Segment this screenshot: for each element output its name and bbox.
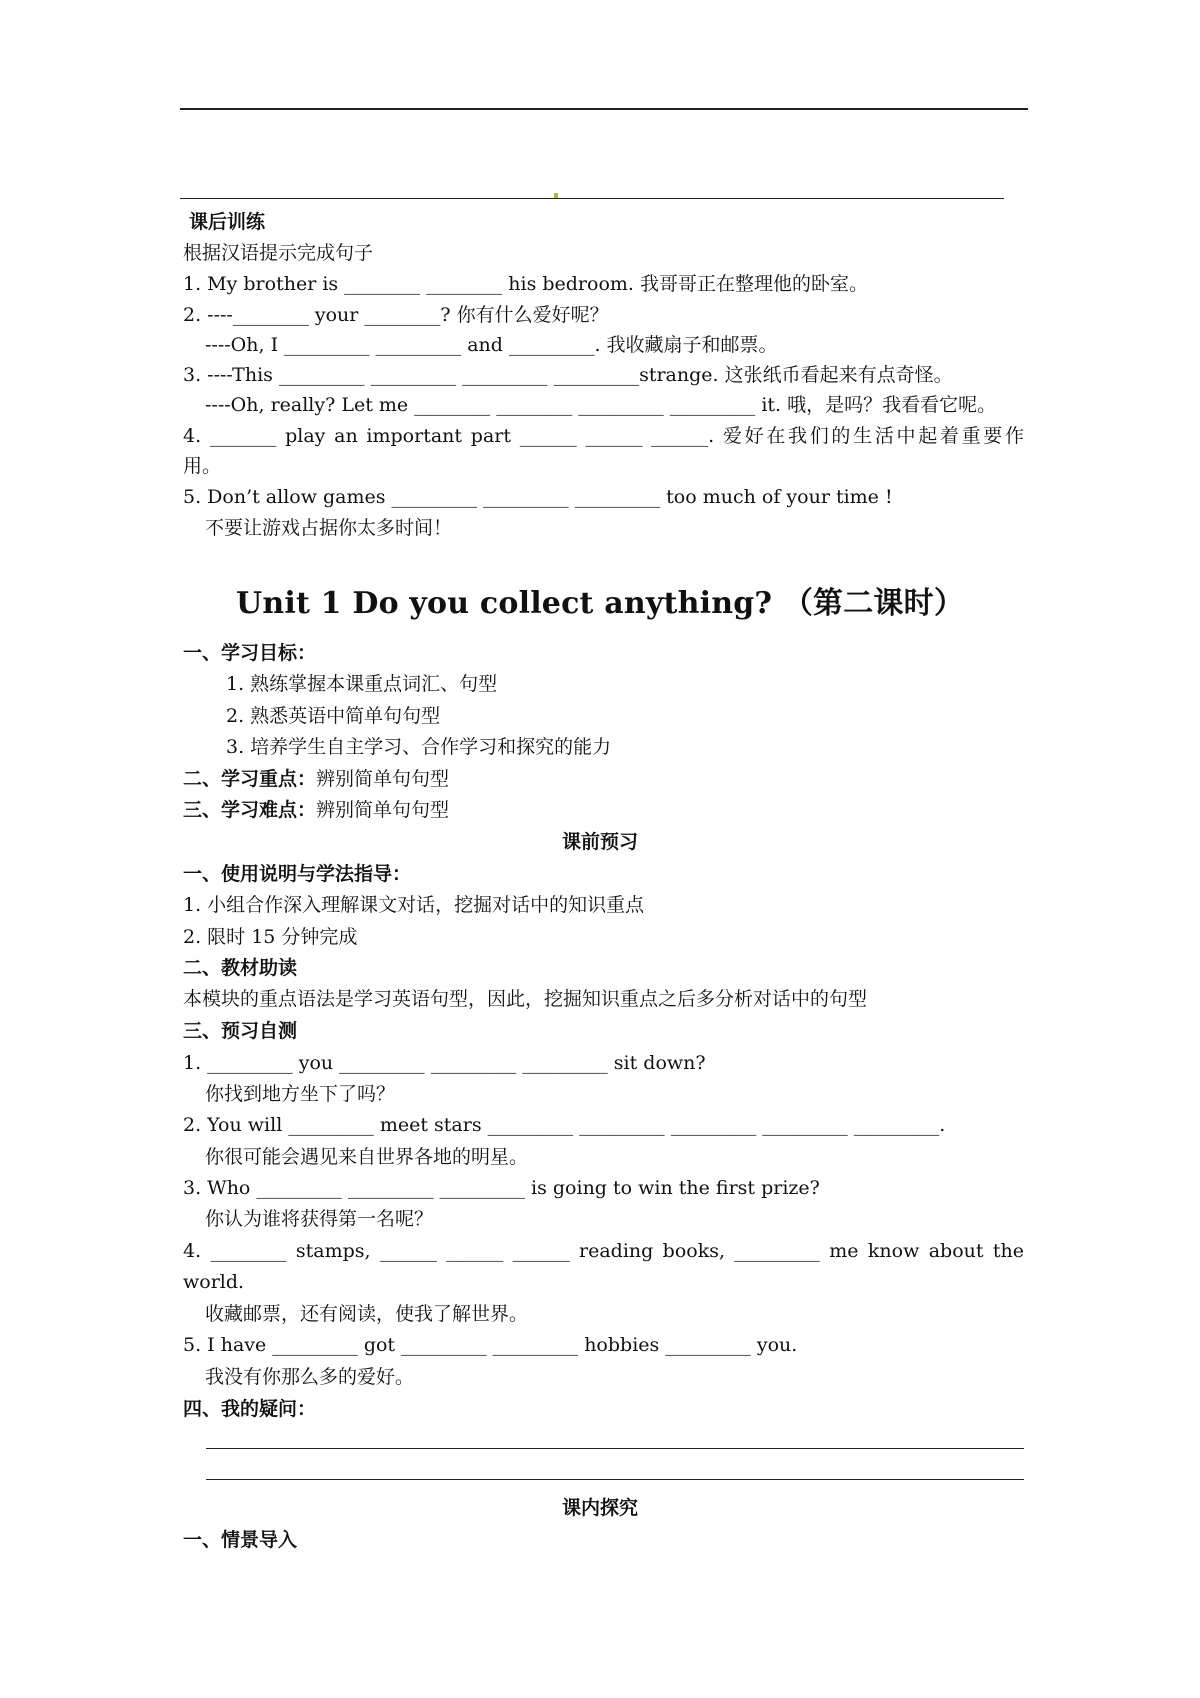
reading-heading: 二、教材助读 <box>183 957 298 979</box>
question-line <box>206 1448 1024 1449</box>
difficulty-label: 三、学习难点： <box>183 799 317 821</box>
exercise-item: 不要让游戏占据你太多时间！ <box>205 517 453 539</box>
selftest-item: 4. ________ stamps, ______ ______ ______ reading books, _________ me know about the <box>183 1240 1024 1262</box>
answer-line <box>180 198 1004 199</box>
lesson-title-cn: （第二课时） <box>782 586 965 621</box>
question-line <box>206 1479 1024 1480</box>
guide-item: 1. 小组合作深入理解课文对话，挖掘对话中的知识重点 <box>183 894 645 916</box>
exercise-item: 4. _______ play an important part ______ ______ ______. 爱好在我们的生活中起着重要作 <box>183 425 1024 447</box>
selftest-item: 1. _________ you _________ _________ _________ sit down? <box>183 1052 706 1074</box>
guide-item: 2. 限时 15 分钟完成 <box>183 926 358 948</box>
exercise-item: 3. ----This _________ _________ _________ _________strange. 这张纸币看起来有点奇怪。 <box>183 364 953 386</box>
exercise-item: 2. ----________ your ________? 你有什么爱好呢？ <box>183 304 609 326</box>
intro-heading: 一、情景导入 <box>183 1529 298 1551</box>
selftest-item: 你认为谁将获得第一名呢？ <box>205 1208 434 1230</box>
selftest-item: 收藏邮票，还有阅读，使我了解世界。 <box>205 1303 529 1325</box>
selftest-item: 我没有你那么多的爱好。 <box>205 1366 415 1388</box>
focus-line <box>183 766 1024 792</box>
exercise-item: 1. My brother is ________ ________ his bedroom. 我哥哥正在整理他的卧室。 <box>183 273 868 295</box>
difficulty-text: 辨别简单句句型 <box>316 799 450 821</box>
selftest-heading: 三、预习自测 <box>183 1020 298 1042</box>
ink-dot <box>554 193 558 198</box>
objective-item: 2. 熟悉英语中简单句句型 <box>226 705 441 727</box>
selftest-item: 5. I have _________ got _________ _________ hobbies _________ you. <box>183 1334 798 1356</box>
exercise-item: ----Oh, I _________ _________ and _________. 我收藏扇子和邮票。 <box>205 334 778 356</box>
exercise-item: 5. Don’t allow games _________ _________ _________ too much of your time ! <box>183 486 893 508</box>
selftest-item: world. <box>183 1271 245 1293</box>
exercise-item: ----Oh, really? Let me ________ ________ _________ _________ it. 哦，是吗？我看看它呢。 <box>205 394 997 416</box>
after-class-heading: 课后训练 <box>189 211 266 233</box>
objectives-heading: 一、学习目标： <box>183 642 317 664</box>
objective-item: 3. 培养学生自主学习、合作学习和探究的能力 <box>226 736 612 758</box>
objective-item: 1. 熟练掌握本课重点词汇、句型 <box>226 673 498 695</box>
focus-text: 辨别简单句句型 <box>316 768 450 790</box>
difficulty-line <box>183 797 1024 823</box>
selftest-item: 2. You will _________ meet stars _________ _________ _________ _________ _________. <box>183 1114 946 1136</box>
focus-label: 二、学习重点： <box>183 768 317 790</box>
after-class-instruction: 根据汉语提示完成句子 <box>183 242 374 264</box>
lesson-title-en: Unit 1 Do you collect anything? <box>235 586 773 621</box>
questions-heading: 四、我的疑问： <box>183 1398 317 1420</box>
in-class-heading: 课内探究 <box>561 1497 638 1519</box>
exercise-item: 用。 <box>183 455 222 477</box>
guide-heading: 一、使用说明与学法指导： <box>183 863 412 885</box>
reading-text: 本模块的重点语法是学习英语句型，因此，挖掘知识重点之后多分析对话中的句型 <box>183 988 868 1010</box>
header-rule <box>180 108 1028 110</box>
selftest-item: 你很可能会遇见来自世界各地的明星。 <box>205 1146 529 1168</box>
selftest-item: 你找到地方坐下了吗？ <box>205 1083 396 1105</box>
selftest-item: 3. Who _________ _________ _________ is going to win the first prize? <box>183 1177 820 1199</box>
preview-heading: 课前预习 <box>561 831 638 853</box>
lesson-title <box>0 584 1200 624</box>
